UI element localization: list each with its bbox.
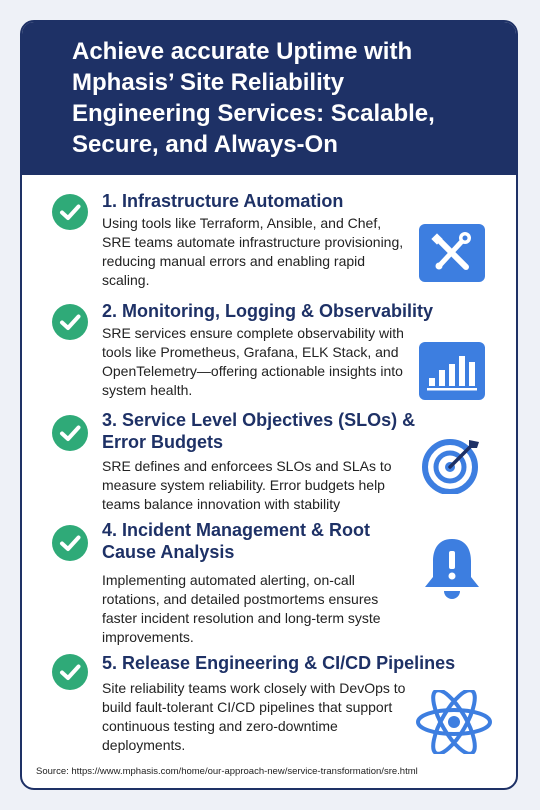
check-icon bbox=[52, 304, 88, 340]
alert-bell-icon bbox=[419, 535, 485, 605]
item-description: Implementing automated alerting, on-call rotations, and detailed postmortems ensures faster incident resolution and long-term syste improvements. bbox=[102, 572, 381, 645]
infographic-card bbox=[20, 20, 518, 790]
item-title: 3. Service Level Objectives (SLOs) & Error Budgets bbox=[102, 410, 416, 452]
item-description: Using tools like Terraform, Ansible, and Chef, SRE teams automate infrastructure provisioning, reducing manual errors and enabling rapid scaling. bbox=[102, 215, 404, 288]
source-citation: Source: https://www.mphasis.com/home/our-approach-new/service-transformation/sre.html bbox=[36, 766, 418, 777]
target-icon bbox=[419, 436, 485, 494]
item-title: 5. Release Engineering & CI/CD Pipelines bbox=[102, 653, 456, 673]
item-title: 4. Incident Management & Root Cause Analysis bbox=[102, 520, 371, 562]
check-icon bbox=[52, 415, 88, 451]
header-banner bbox=[22, 22, 516, 175]
item-title: 1. Infrastructure Automation bbox=[102, 191, 344, 211]
item-description: SRE services ensure complete observability with tools like Prometheus, Grafana, ELK Stack, and OpenTelemetry—offering actionable insights into system health. bbox=[102, 325, 404, 398]
check-icon bbox=[52, 525, 88, 561]
tools-icon bbox=[419, 224, 485, 282]
bar-chart-icon bbox=[419, 342, 485, 400]
item-description: Site reliability teams work closely with DevOps to build fault-tolerant CI/CD pipelines that support continuous testing and zero-downtime deployments. bbox=[102, 680, 406, 753]
item-description: SRE defines and enforcees SLOs and SLAs to measure system reliability. Error budgets help teams balance innovation with stability bbox=[102, 458, 392, 512]
check-icon bbox=[52, 194, 88, 230]
page-title: Achieve accurate Uptime with Mphasis’ Site Reliability Engineering Services: Scalable, Secure, and Always-On bbox=[72, 38, 435, 158]
atom-icon bbox=[414, 690, 494, 754]
item-title: 2. Monitoring, Logging & Observability bbox=[102, 301, 434, 321]
check-icon bbox=[52, 654, 88, 690]
